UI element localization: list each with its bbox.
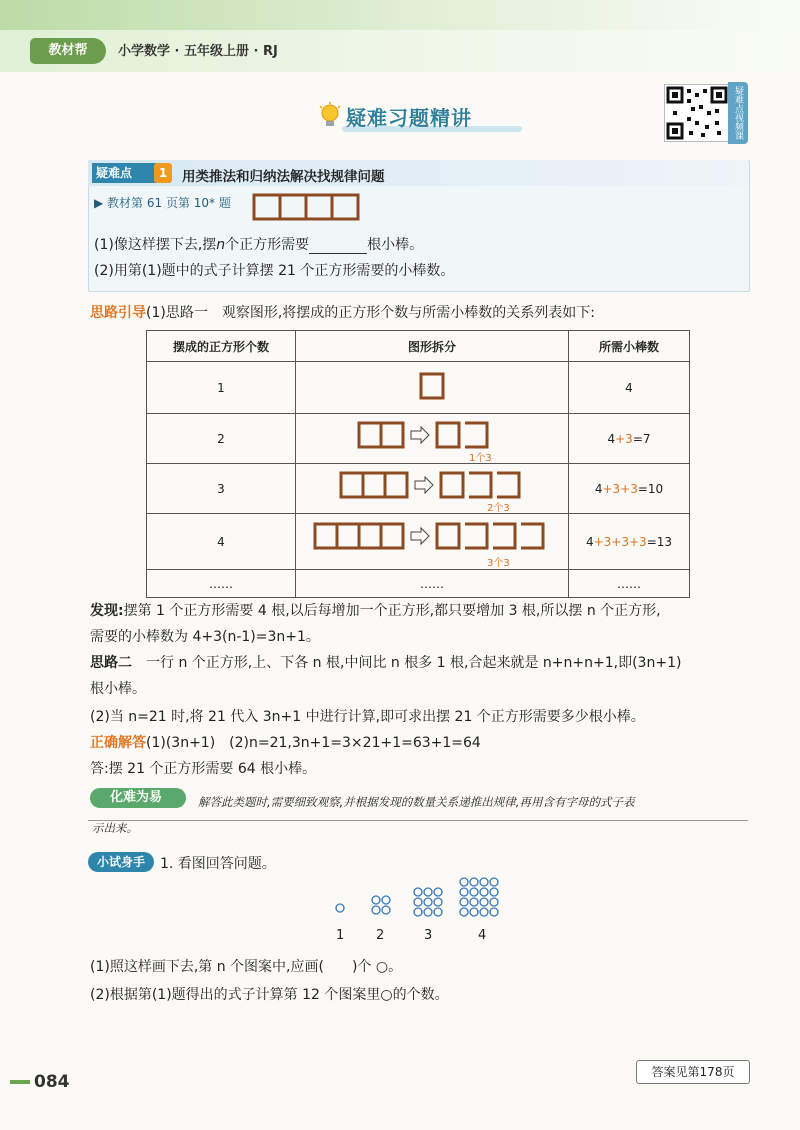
problem-title: 用类推法和归纳法解决找规律问题 [182,169,385,185]
split-note: 3个3 [487,557,510,569]
table-cell: …… [569,570,690,598]
page-number: 084 [34,1072,70,1092]
guide-line: 思路引导(1)思路一 观察图形,将摆成的正方形个数与所需小棒数的关系列表如下: [90,305,595,321]
section-banner [318,98,518,134]
table-cell: …… [296,570,569,598]
practice-q2: (2)根据第(1)题得出的式子计算第 12 个图案里○的个数。 [90,987,449,1003]
footer-decoration [10,1080,30,1084]
pattern-table [146,330,690,598]
figure-cell [296,464,569,514]
answer-line: 正确解答(1)(3n+1) (2)n=21,3n+1=3×21+1=63+1=64 [90,735,481,751]
table-cell: 2 [147,414,296,464]
header-leaf-decoration [0,0,800,30]
question-2: (2)用第(1)题中的式子计算摆 21 个正方形需要的小棒数。 [94,263,455,279]
tip-text-2: 示出来。 [92,821,138,835]
tip-text-1: 解答此类题时,需要细致观察,并根据发现的数量关系递推出规律,再用含有字母的式子表 [198,795,635,809]
table-row [147,514,690,570]
table-row [147,414,690,464]
guide-label: 思路引导 [90,305,146,321]
table-cell: 4+3=7 [569,414,690,464]
table-cell: 1 [147,362,296,414]
figure-label: 2 [376,928,385,943]
qr-code-icon[interactable] [664,84,730,142]
table-row [147,570,690,598]
figure-cell [296,514,569,570]
practice-q1: (1)照这样画下去,第 n 个图案中,应画( )个 ○。 [90,959,403,975]
difficulty-number: 1 [154,163,172,183]
table-row [147,464,690,514]
idea2-line-2: 根小棒。 [90,681,146,697]
table-cell: 4 [569,362,690,414]
table-cell: 4+3+3=10 [569,464,690,514]
part2-line: (2)当 n=21 时,将 21 代入 3n+1 中进行计算,即可求出摆 21 个正方形需要多少根小棒。 [90,709,645,725]
tip-tag: 化难为易 [90,788,186,808]
figure-label: 4 [478,928,487,943]
matchstick-figure [250,192,362,222]
book-title: 小学数学 · 五年级上册 · RJ [118,44,278,59]
figure-label: 3 [424,928,433,943]
difficulty-tag: 疑难点 [92,163,156,183]
final-answer: 答:摆 21 个正方形需要 64 根小棒。 [90,761,317,777]
answer-reference: 答案见第178页 [636,1060,750,1084]
lightbulb-icon [318,102,342,130]
discovery-line-2: 需要的小棒数为 4+3(n-1)=3n+1。 [90,629,320,645]
qr-video-tab[interactable]: 疑难点视频课 [728,82,748,144]
table-row [147,362,690,414]
brand-tag: 教材帮 [30,38,106,64]
single-square-figure [417,370,447,402]
table-cell: 4+3+3+3=13 [569,514,690,570]
practice-tag: 小试身手 [88,852,154,872]
table-header: 摆成的正方形个数 [147,331,296,362]
answer-blank[interactable] [309,239,367,254]
circle-pattern-figure [326,872,512,924]
table-header: 所需小棒数 [569,331,690,362]
discovery-line-1: 发现:摆第 1 个正方形需要 4 根,以后每增加一个正方形,都只要增加 3 根,所以摆 n 个正方形, [90,603,661,619]
table-cell: …… [147,570,296,598]
split-note: 1个3 [469,452,492,464]
table-cell: 3 [147,464,296,514]
table-header: 图形拆分 [296,331,569,362]
figure-cell [296,362,569,414]
table-cell: 4 [147,514,296,570]
section-title: 疑难习题精讲 [346,106,472,130]
answer-label: 正确解答 [90,735,146,751]
question-1: (1)像这样摆下去,摆n个正方形需要 根小棒。 [94,237,424,253]
practice-question: 1. 看图回答问题。 [160,856,276,872]
textbook-reference: ▶ 教材第 61 页第 10* 题 [94,196,231,210]
discovery-label: 发现: [90,603,124,619]
figure-label: 1 [336,928,345,943]
idea2-label: 思路二 [90,655,132,671]
figure-cell [296,414,569,464]
idea2-line-1: 思路二 一行 n 个正方形,上、下各 n 根,中间比 n 根多 1 根,合起来就是 n+n+n+1,即(3n+1) [90,655,682,671]
split-note: 2个3 [487,502,510,514]
